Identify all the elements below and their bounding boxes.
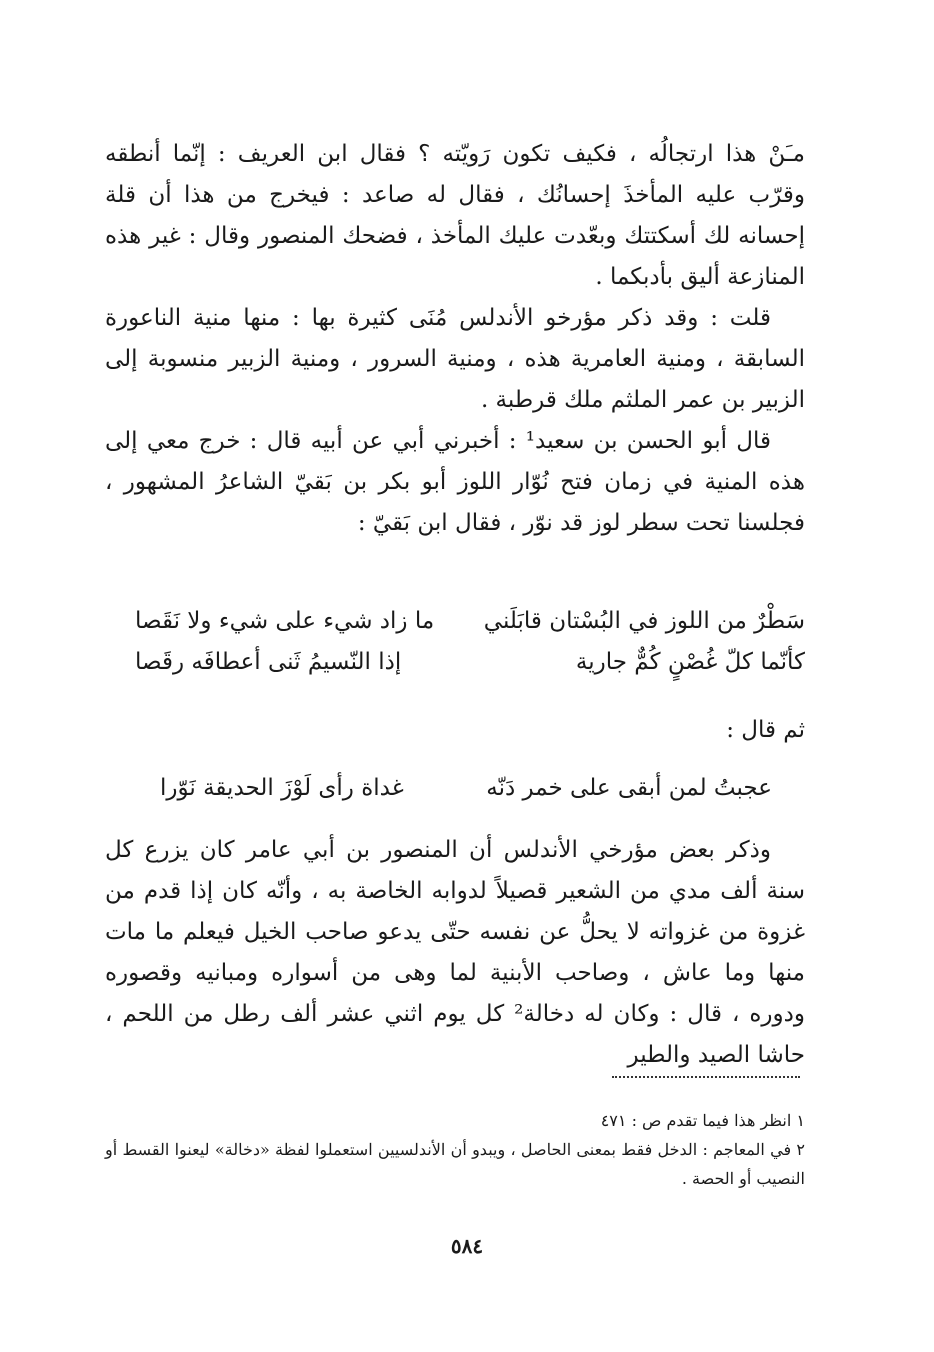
verse-1-first-hemistich: سَطْرٌ من اللوز في البُسْتان قابَلَني — [483, 608, 805, 634]
verse-line-3 — [160, 768, 772, 809]
verse-2-second-hemistich: إذا النّسيمُ ثَنى أعطافَه رقَصا — [135, 649, 402, 675]
main-text-bottom — [105, 830, 805, 1076]
verse-2-first-hemistich: كأنّما كلّ غُصْنٍ كُمٌّ جارية — [575, 649, 805, 675]
verse-line-1 — [135, 601, 805, 642]
verse-1-second-hemistich: ما زاد شيء على شيء ولا نَقَصا — [135, 608, 435, 634]
verse-3-first-hemistich: عجبتُ لمن أبقى على خمر دَنّه — [486, 775, 772, 801]
paragraph-2: قلت : وقد ذكر مؤرخو الأندلس مُنَى كثيرة بها : منها منية الناعورة السابقة ، ومنية العامرية هذه ، ومنية السرور ، ومنية الزبير منسوبة إلى الزبير بن عمر الملثم ملك قرطبة . — [105, 305, 805, 413]
verse-3-second-hemistich: غداة رأى لَوْزَ الحديقة نَوّرا — [160, 775, 404, 801]
footnote-1: ١ انظر هذا فيما تقدم ص : ٤٧١ — [600, 1111, 805, 1130]
footnotes — [105, 1106, 805, 1193]
paragraph-3: قال أبو الحسن بن سعيد¹ : أخبرني أبي عن أبيه قال : خرج معي إلى هذه المنية في زمان فتح نُوّار اللوز أبو بكر بن بَقيّ الشاعرُ المشهور ، فجلسنا تحت سطر لوز قد نوّر ، فقال ابن بَقيّ : — [105, 428, 805, 536]
paragraph-4: وذكر بعض مؤرخي الأندلس أن المنصور بن أبي عامر كان يزرع كل سنة ألف مدي من الشعير قصيلاً لدوابه الخاصة به ، وأنّه كان إذا قدم من غزوة من غزواته لا يحلُّ عن نفسه حتّى يدعو صاحب الخيل فيعلم ما مات منها وما عاش ، وصاحب الأبنية لما وهى من أسواره ومبانيه وقصوره ودوره ، قال : وكان له دخالة² كل يوم اثني عشر ألف رطل من اللحم ، حاشا الصيد والطير — [105, 837, 805, 1068]
main-text-top — [105, 134, 805, 544]
verse-line-2 — [135, 642, 805, 683]
then-said-line: ثم قال : — [726, 717, 805, 743]
page-number: ٥٨٤ — [450, 1234, 484, 1258]
paragraph-1: مـَنْ هذا ارتجالُه ، فكيف تكون رَويّته ؟ فقال ابن العريف : إنّما أنطقه وقرّب عليه المأخذَ إحسانُك ، فقال له صاعد : فيخرج من هذا أن قلة إحسانه لك أسكتتك وبعّدت عليك المأخذ ، فضحك المنصور وقال : غير هذه المنازعة أليق بأدبكما . — [105, 141, 805, 290]
footnote-separator — [612, 1076, 800, 1078]
footnote-2: ٢ في المعاجم : الدخل فقط بمعنى الحاصل ، ويبدو أن الأندلسيين استعملوا لفظة «دخالة» ليعنوا القسط أو النصيب أو الحصة . — [105, 1140, 805, 1188]
